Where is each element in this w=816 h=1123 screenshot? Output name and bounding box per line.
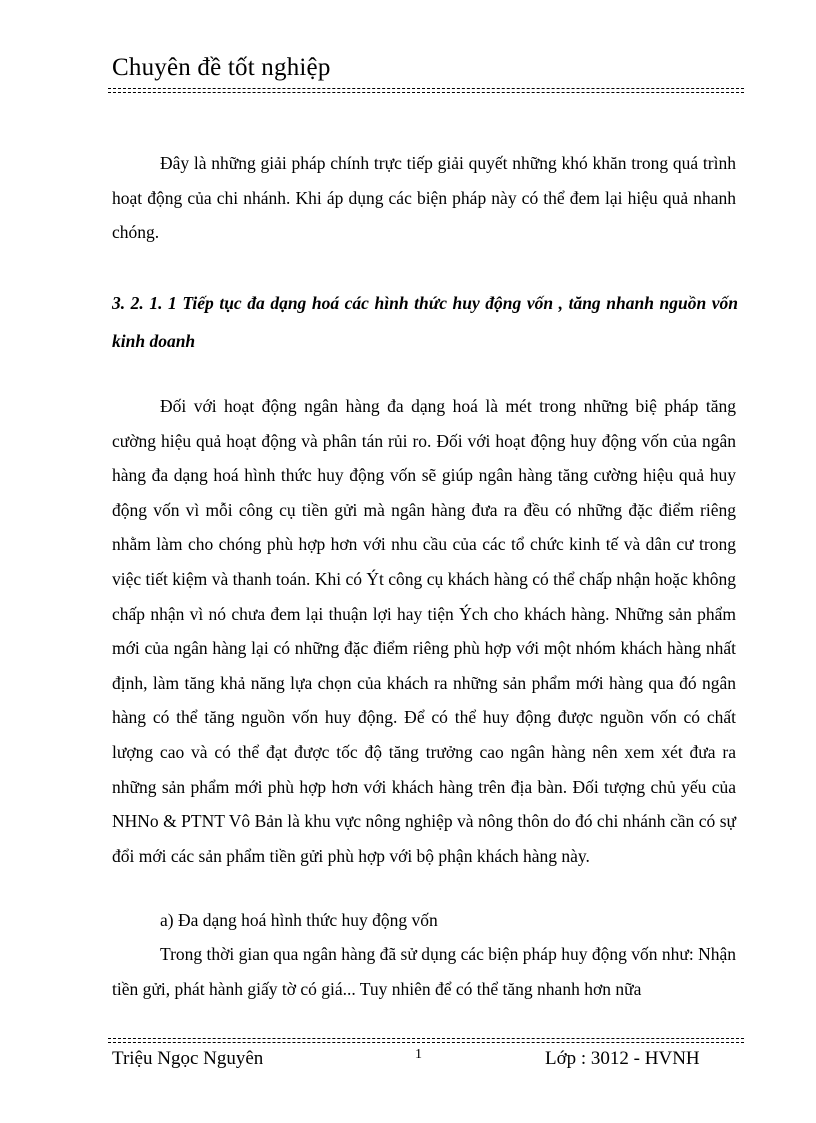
footer-class-label: Lớp : 3012 - HVNH — [545, 1048, 700, 1069]
footer-author: Triệu Ngọc Nguyên — [112, 1048, 264, 1069]
header-divider — [108, 88, 744, 93]
footer-divider — [108, 1038, 744, 1043]
intro-paragraph: Đây là những giải pháp chính trực tiếp giải quyết những khó khăn trong quá trình hoạt động của chi nhánh. Khi áp dụng các biện pháp này có thể đem lại hiệu quả nhanh chóng. — [112, 153, 736, 243]
main-paragraph: Đối với hoạt động ngân hàng đa dạng hoá là mét trong những biệ pháp tăng cường hiệu quả hoạt động và phân tán rủi ro. Đối với hoạt động huy động vốn của ngân hàng đa dạng hoá hình thức huy động vốn sẽ giúp ngân hàng tăng cường hiệu quả huy động vốn vì mỗi công cụ tiền gửi mà ngân hàng đưa ra đều có những đặc điểm riêng nhằm làm cho chóng phù hợp hơn với nhu cầu của các tổ chức kinh tế và dân cư trong việc tiết kiệm và thanh toán. Khi có Ýt công cụ khách hàng có thể chấp nhận hoặc không chấp nhận vì nó chưa đem lại thuận lợi hay tiện Ých cho khách hàng. Những sản phẩm mới của ngân hàng lại có những đặc điểm riêng phù hợp với một nhóm khách hàng nhất định, làm tăng khả năng lựa chọn của khách ra những sản phẩm mới hàng qua đó ngân hàng có thể tăng nguồn vốn huy động. Để có thể huy động được nguồn vốn có chất lượng cao và có thể đạt được tốc độ tăng trưởng cao ngân hàng nên xem xét đưa ra những sản phẩm mới phù hợp hơn với khách hàng trên địa bàn. Đối tượng chủ yếu của NHNo & PTNT Vô Bản là khu vực nông nghiệp và nông thôn do đó chi nhánh cần có sự đổi mới các sản phẩm tiền gửi phù hợp với bộ phận khách hàng này. — [112, 396, 736, 866]
final-paragraph: Trong thời gian qua ngân hàng đã sử dụng các biện pháp huy động vốn như: Nhận tiền gửi, phát hành giấy tờ có giá... Tuy nhiên để có thể tăng nhanh hơn nữa — [112, 944, 736, 999]
subitem-a: a) Đa dạng hoá hình thức huy động vốn — [160, 910, 438, 930]
section-heading: 3. 2. 1. 1 Tiếp tục đa dạng hoá các hình thức huy động vốn , tăng nhanh nguồn vốn kinh doanh — [112, 293, 738, 351]
footer-page-number: 1 — [415, 1047, 422, 1062]
page-header-title: Chuyên đề tốt nghiệp — [112, 54, 331, 81]
